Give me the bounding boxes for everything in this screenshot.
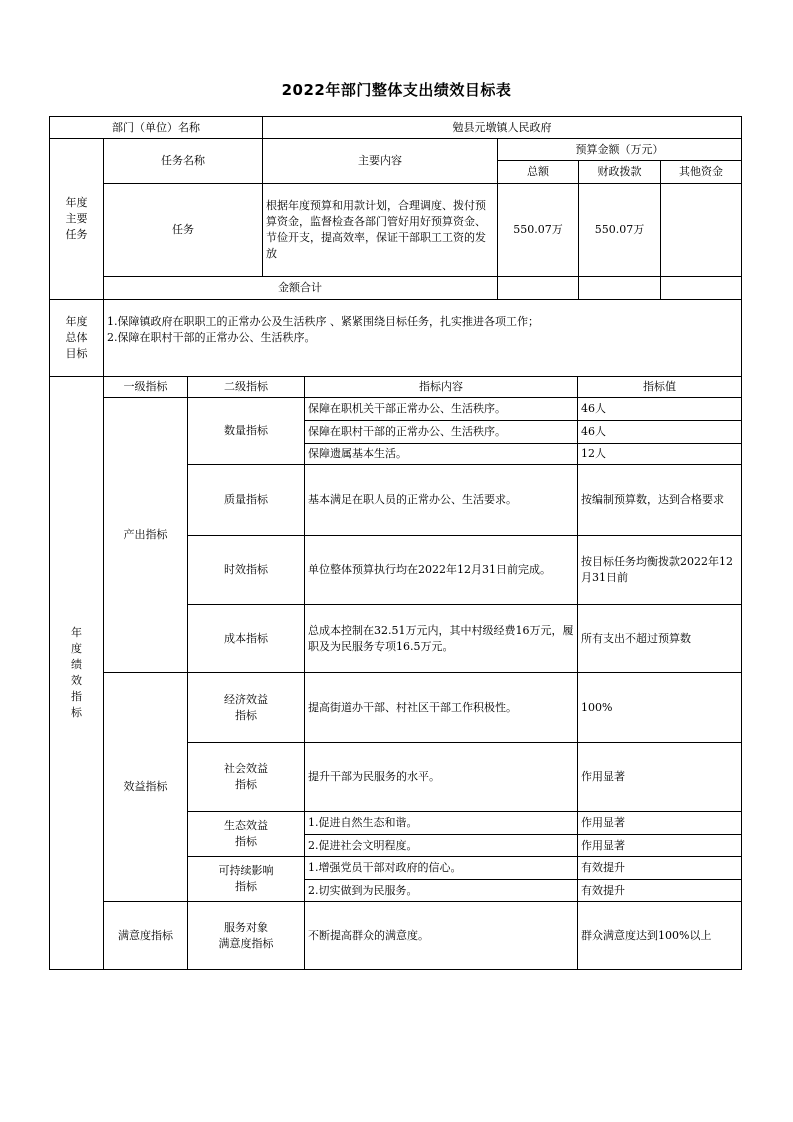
overall-goal-line-1: 1.保障镇政府在职职工的正常办公及生活秩序 、紧紧围绕目标任务，扎实推进各项工作； bbox=[107, 315, 539, 328]
ecological-content-2: 2.促进社会文明程度。 bbox=[304, 834, 578, 857]
overall-goal-line-2: 2.保障在职村干部的正常办公、生活秩序。 bbox=[107, 331, 316, 344]
sustainable-value-2: 有效提升 bbox=[577, 879, 742, 902]
task-other bbox=[660, 183, 742, 277]
quality-indicator-label: 质量指标 bbox=[187, 464, 305, 536]
satisfaction-sub-label: 服务对象 满意度指标 bbox=[187, 901, 305, 970]
dept-label: 部门（单位）名称 bbox=[49, 116, 263, 139]
ecological-indicator-label: 生态效益 指标 bbox=[187, 811, 305, 857]
level2-header: 二级指标 bbox=[187, 376, 305, 398]
overall-goal-content bbox=[103, 299, 742, 377]
value-header: 指标值 bbox=[577, 376, 742, 398]
benefit-indicator-label: 效益指标 bbox=[103, 672, 188, 902]
sum-label: 金额合计 bbox=[103, 276, 498, 300]
page-title: 2022年部门整体支出绩效目标表 bbox=[281, 81, 512, 99]
task-name: 任务 bbox=[103, 183, 263, 277]
task-fiscal: 550.07万 bbox=[578, 183, 661, 277]
sustainable-content-1: 1.增强党员干部对政府的信心。 bbox=[304, 856, 578, 880]
quantity-content-3: 保障遗属基本生活。 bbox=[304, 443, 578, 465]
economic-content: 提高街道办干部、村社区干部工作积极性。 bbox=[304, 672, 578, 743]
sum-other bbox=[660, 276, 742, 300]
quantity-indicator-label: 数量指标 bbox=[187, 397, 305, 465]
overall-goal-side-label: 年度 总体 目标 bbox=[49, 299, 104, 377]
quantity-content-2: 保障在职村干部的正常办公、生活秩序。 bbox=[304, 420, 578, 444]
content-header: 指标内容 bbox=[304, 376, 578, 398]
quality-content: 基本满足在职人员的正常办公、生活要求。 bbox=[304, 464, 578, 536]
sustainable-content-2: 2.切实做到为民服务。 bbox=[304, 879, 578, 902]
sustainable-value-1: 有效提升 bbox=[577, 856, 742, 880]
quantity-value-2: 46人 bbox=[577, 420, 742, 444]
budget-header: 预算金额（万元） bbox=[497, 138, 742, 161]
timeliness-indicator-label: 时效指标 bbox=[187, 535, 305, 605]
satisfaction-value: 群众满意度达到100%以上 bbox=[577, 901, 742, 970]
quantity-value-3: 12人 bbox=[577, 443, 742, 465]
quantity-value-1: 46人 bbox=[577, 397, 742, 421]
cost-value: 所有支出不超过预算数 bbox=[577, 604, 742, 673]
level1-header: 一级指标 bbox=[103, 376, 188, 398]
economic-value: 100% bbox=[577, 672, 742, 743]
output-indicator-label: 产出指标 bbox=[103, 397, 188, 673]
indicators-side-label: 年 度 绩 效 指 标 bbox=[49, 376, 104, 970]
sustainable-indicator-label: 可持续影响 指标 bbox=[187, 856, 305, 902]
ecological-content-1: 1.促进自然生态和谐。 bbox=[304, 811, 578, 835]
quantity-content-1: 保障在职机关干部正常办公、生活秩序。 bbox=[304, 397, 578, 421]
social-indicator-label: 社会效益 指标 bbox=[187, 742, 305, 812]
timeliness-value: 按目标任务均衡拨款2022年12月31日前 bbox=[577, 535, 742, 605]
social-content: 提升干部为民服务的水平。 bbox=[304, 742, 578, 812]
dept-value: 勉县元墩镇人民政府 bbox=[262, 116, 742, 139]
sum-fiscal bbox=[578, 276, 661, 300]
quality-value: 按编制预算数，达到合格要求 bbox=[577, 464, 742, 536]
total-header: 总额 bbox=[497, 160, 579, 184]
satisfaction-indicator-label: 满意度指标 bbox=[103, 901, 188, 970]
task-content: 根据年度预算和用款计划，合理调度、拨付预算资金，监督检查各部门管好用好预算资金、节俭开支，提高效率，保证干部职工工资的发放 bbox=[262, 183, 498, 277]
other-header: 其他资金 bbox=[660, 160, 742, 184]
timeliness-content: 单位整体预算执行均在2022年12月31日前完成。 bbox=[304, 535, 578, 605]
task-name-header: 任务名称 bbox=[103, 138, 263, 184]
ecological-value-2: 作用显著 bbox=[577, 834, 742, 857]
annual-task-side-label: 年度 主要 任务 bbox=[49, 138, 104, 300]
task-total: 550.07万 bbox=[497, 183, 579, 277]
social-value: 作用显著 bbox=[577, 742, 742, 812]
ecological-value-1: 作用显著 bbox=[577, 811, 742, 835]
cost-content: 总成本控制在32.51万元内，其中村级经费16万元，履职及为民服务专项16.5万元。 bbox=[304, 604, 578, 673]
cost-indicator-label: 成本指标 bbox=[187, 604, 305, 673]
fiscal-header: 财政拨款 bbox=[578, 160, 661, 184]
main-content-header: 主要内容 bbox=[262, 138, 498, 184]
satisfaction-content: 不断提高群众的满意度。 bbox=[304, 901, 578, 970]
sum-total bbox=[497, 276, 579, 300]
economic-indicator-label: 经济效益 指标 bbox=[187, 672, 305, 743]
